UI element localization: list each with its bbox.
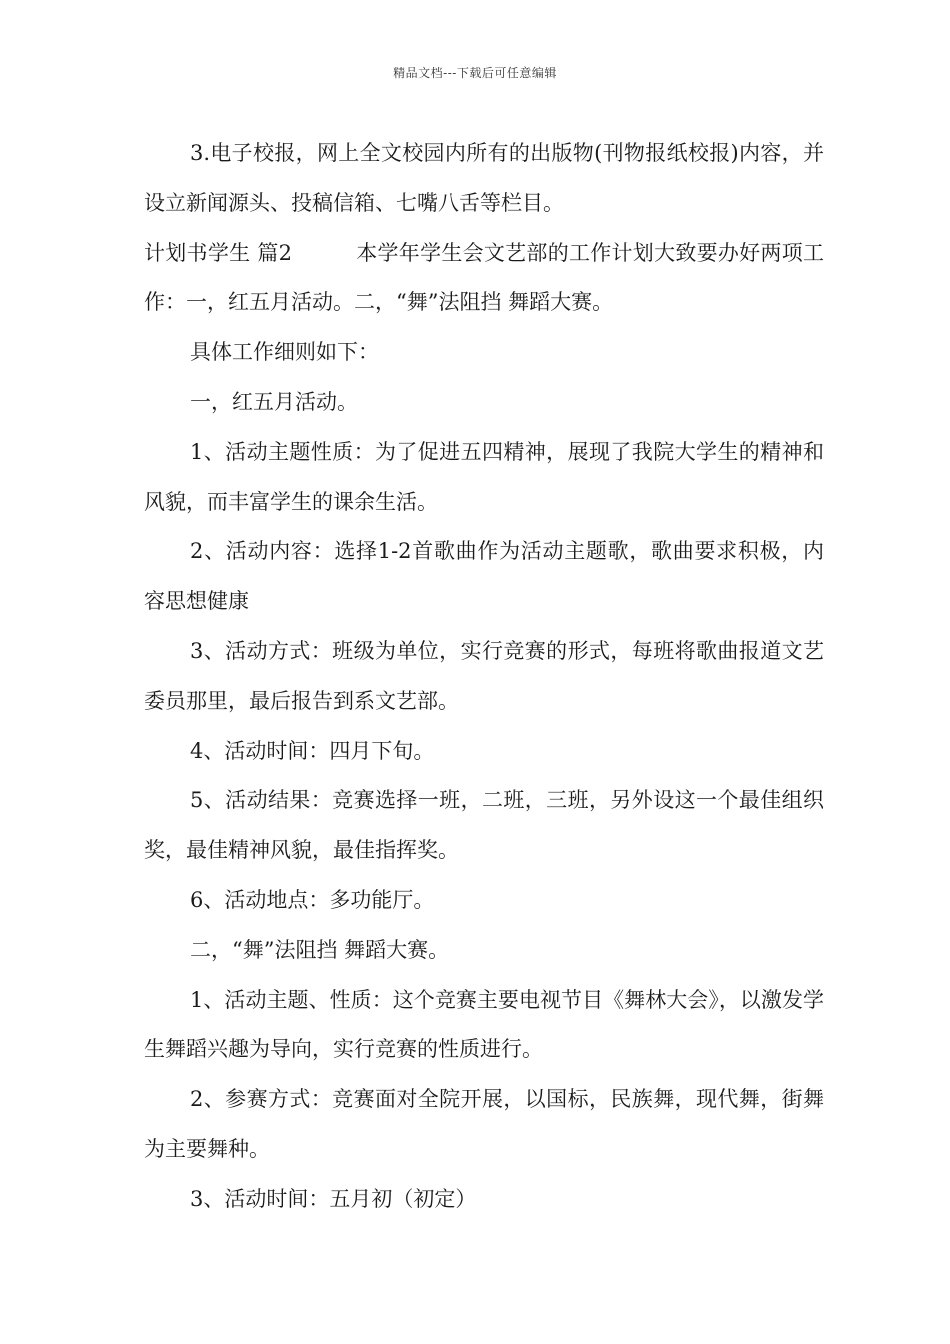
paragraph-plan-intro-text: 本学年学生会文艺部的工作计划大致要办好两项工作：一，红五月活动。二，“舞”法阻挡 舞蹈大赛。 [144, 240, 825, 315]
paragraph-item-result: 5、活动结果：竞赛选择一班，二班，三班，另外设这一个最佳组织奖，最佳精神风貌，最佳指挥奖。 [144, 788, 824, 863]
paragraph-dance-time: 3、活动时间：五月初（初定） [190, 1186, 477, 1211]
paragraph-item-method: 3、活动方式：班级为单位，实行竞赛的形式，每班将歌曲报道文艺委员那里，最后报告到系文艺部。 [144, 638, 824, 713]
paragraph-dance-method: 2、参赛方式：竞赛面对全院开展，以国标，民族舞，现代舞，街舞为主要舞种。 [144, 1087, 824, 1161]
paragraph-e-school-paper: 3.电子校报，网上全文校园内所有的出版物(刊物报纸校报)内容，并设立新闻源头、投稿信箱、七嘴八舌等栏目。 [144, 141, 824, 215]
paragraph-dance-contest: 二，“舞”法阻挡 舞蹈大赛。 [190, 937, 450, 962]
paragraph-item-content: 2、活动内容：选择1-2首歌曲作为活动主题歌，歌曲要求积极，内容思想健康 [144, 539, 824, 614]
paragraph-item-theme: 1、活动主题性质：为了促进五四精神，展现了我院大学生的精神和风貌，而丰富学生的课余生活。 [144, 439, 824, 514]
section-heading: 计划书学生 篇2 [144, 240, 292, 265]
paragraph-details-intro: 具体工作细则如下： [190, 340, 379, 365]
paragraph-dance-theme: 1、活动主题、性质：这个竞赛主要电视节目《舞林大会》，以激发学生舞蹈兴趣为导向，实行竞赛的性质进行。 [144, 987, 824, 1062]
paragraph-item-location: 6、活动地点：多功能厅。 [190, 887, 435, 912]
paragraph-item-time: 4、活动时间：四月下旬。 [190, 738, 435, 763]
document-body [144, 129, 824, 1225]
paragraph-red-may: 一，红五月活动。 [190, 389, 358, 414]
page-header: 精品文档---下载后可任意编辑 [393, 66, 557, 80]
paragraph-plan-intro [144, 229, 824, 329]
